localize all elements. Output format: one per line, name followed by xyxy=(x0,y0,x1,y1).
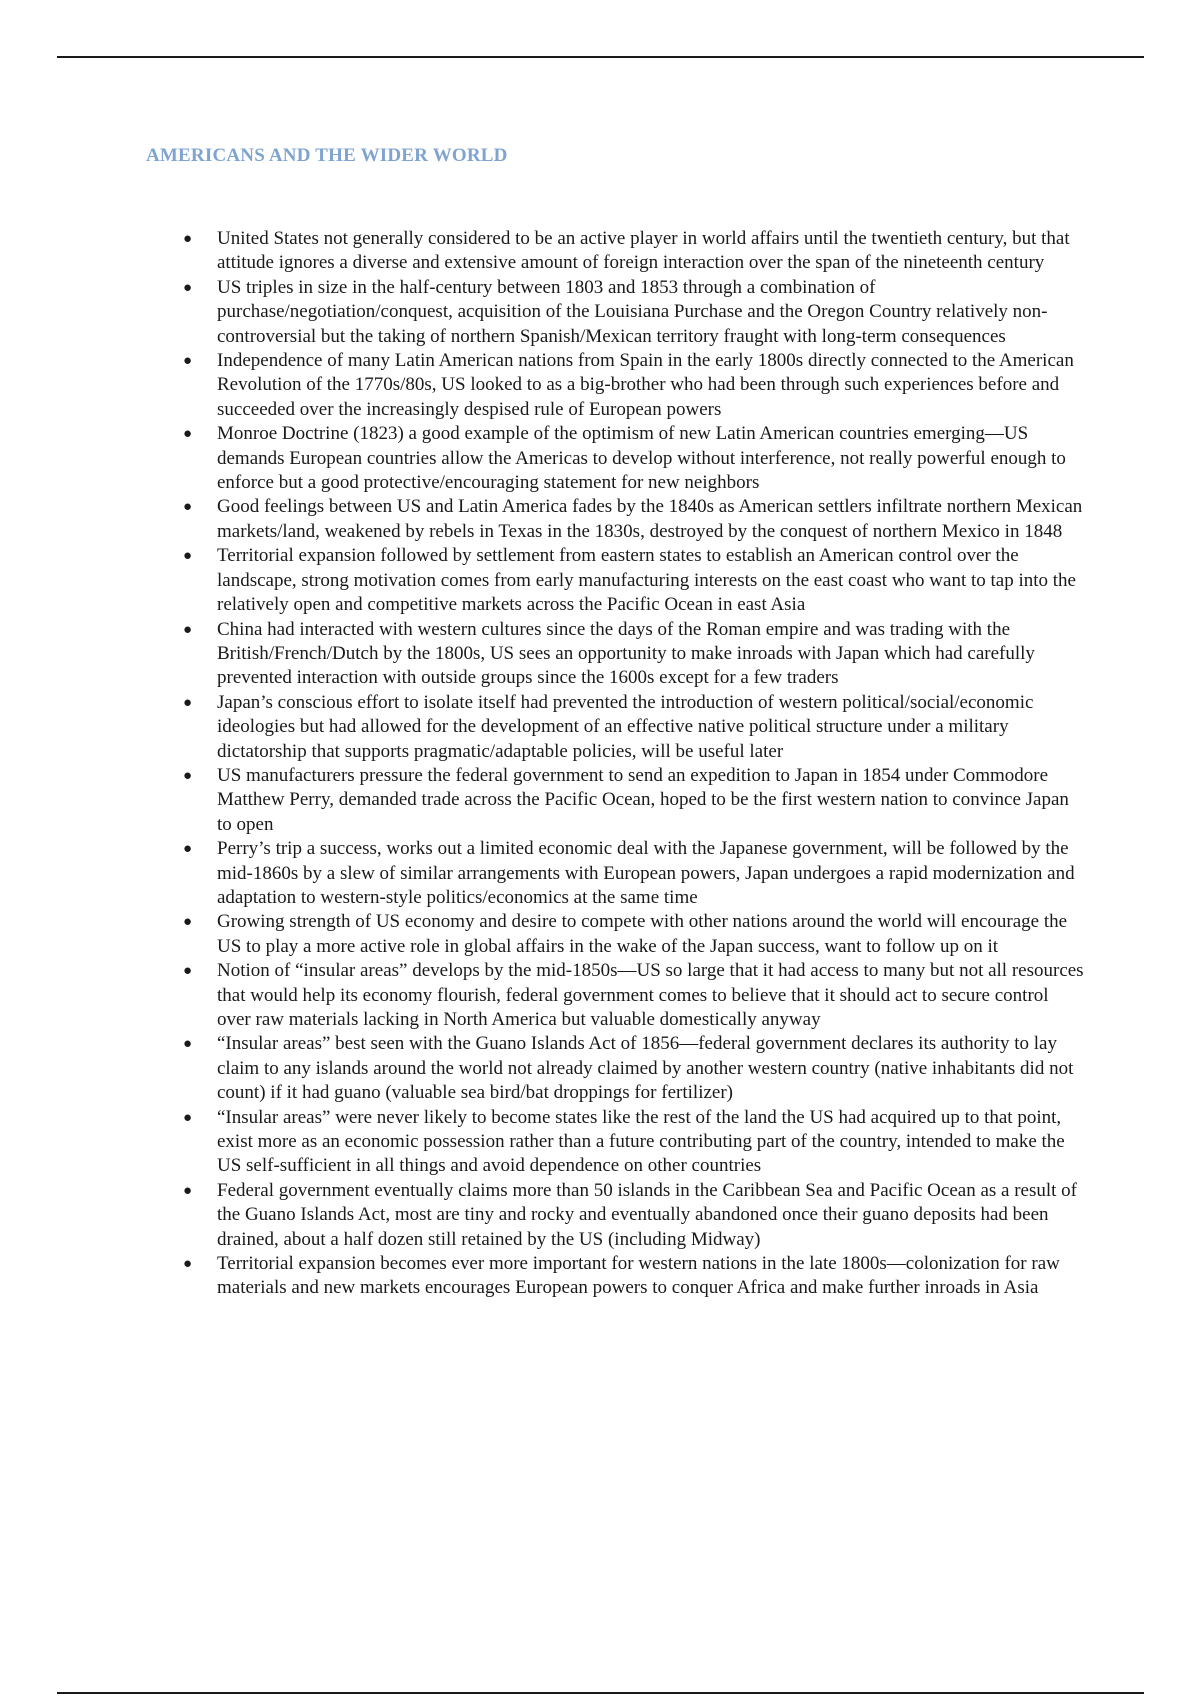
bullet-item xyxy=(0,544,1087,617)
bullet-item xyxy=(0,276,1087,349)
bullet-icon: ● xyxy=(183,279,193,296)
bullet-item xyxy=(0,959,1087,1032)
bullet-item xyxy=(0,691,1087,764)
bullet-item xyxy=(0,422,1087,495)
bullet-item xyxy=(0,1032,1087,1105)
bullet-icon: ● xyxy=(183,914,193,931)
bullet-text: United States not generally considered to be an active player in world affairs until the twentieth century, but that attitude ignores a diverse and extensive amount of foreign interaction over the span of the nineteenth century xyxy=(217,228,1070,274)
bullet-text: Japan’s conscious effort to isolate itself had prevented the introduction of western political/social/economic ideologies but had allowed for the development of an effective native political structure under a military dictatorship that supports pragmatic/adaptable policies, will be useful later xyxy=(217,691,1034,762)
bullet-icon: ● xyxy=(183,694,193,711)
bullet-text: Notion of “insular areas” develops by the mid-1850s—US so large that it had access to many but not all resources that would help its economy flourish, federal government comes to believe that it should act to secure control over raw materials lacking in North America but valuable domestically anyway xyxy=(217,960,1084,1030)
bullet-item xyxy=(0,1106,1087,1179)
bullet-list xyxy=(0,227,1200,1301)
bullet-item xyxy=(0,227,1087,276)
bullet-item xyxy=(0,1252,1087,1301)
document-heading: AMERICANS AND THE WIDER WORLD xyxy=(146,145,508,166)
bullet-text: Territorial expansion followed by settlement from eastern states to establish an American control over the landscape, strong motivation comes from early manufacturing interests on the east coast who want to tap into the relatively open and competitive markets across the Pacific Ocean in east Asia xyxy=(217,545,1076,616)
top-rule xyxy=(57,56,1144,58)
bullet-text: Growing strength of US economy and desire to compete with other nations around the world will encourage the US to play a more active role in global affairs in the wake of the Japan success, want to follow up on it xyxy=(217,911,1068,957)
bullet-text: Territorial expansion becomes ever more important for western nations in the late 1800s—colonization for raw materials and new markets encourages European powers to conquer Africa and make further inroads in Asia xyxy=(217,1253,1060,1299)
bullet-item xyxy=(0,1179,1087,1252)
bullet-icon: ● xyxy=(183,1109,193,1126)
bullet-icon: ● xyxy=(183,1256,193,1273)
bullet-icon: ● xyxy=(183,426,193,443)
bullet-item xyxy=(0,495,1087,544)
bullet-text: “Insular areas” were never likely to become states like the rest of the land the US had acquired up to that point, exist more as an economic possession rather than a future contributing part of the country, intended to make the US self-sufficient in all things and avoid dependence on other countries xyxy=(217,1106,1065,1177)
bullet-icon: ● xyxy=(183,499,193,516)
bullet-item xyxy=(0,910,1087,959)
bullet-text: Independence of many Latin American nations from Spain in the early 1800s directly connected to the American Revolution of the 1770s/80s, US looked to as a big-brother who had been through such experiences before and succeeded over the increasingly despised rule of European powers xyxy=(217,350,1074,420)
bullet-icon: ● xyxy=(183,1036,193,1053)
bullet-icon: ● xyxy=(183,231,193,247)
bullet-icon: ● xyxy=(183,353,193,370)
bullet-icon: ● xyxy=(183,963,193,980)
bullet-icon: ● xyxy=(183,767,193,784)
bullet-icon: ● xyxy=(183,841,193,858)
bullet-icon: ● xyxy=(183,621,193,638)
bullet-text: US manufacturers pressure the federal government to send an expedition to Japan in 1854 under Commodore Matthew Perry, demanded trade across the Pacific Ocean, hoped to be the first western nation to convince Japan to open xyxy=(217,764,1069,835)
bullet-icon: ● xyxy=(183,548,193,565)
bullet-item xyxy=(0,764,1087,837)
bullet-item xyxy=(0,837,1087,910)
bullet-icon: ● xyxy=(183,1182,193,1199)
bullet-text: US triples in size in the half-century between 1803 and 1853 through a combination of purchase/negotiation/conquest, acquisition of the Louisiana Purchase and the Oregon Country relatively non-controversial but the taking of northern Spanish/Mexican territory fraught with long-term consequences xyxy=(217,276,1048,347)
bullet-text: “Insular areas” best seen with the Guano Islands Act of 1856—federal government declares its authority to lay claim to any islands around the world not already claimed by another western country (native inhabitants did not count) if it had guano (valuable sea bird/bat droppings for fertilizer) xyxy=(217,1033,1074,1104)
bullet-text: China had interacted with western cultures since the days of the Roman empire and was trading with the British/French/Dutch by the 1800s, US sees an opportunity to make inroads with Japan which had carefully prevented interaction with outside groups since the 1600s except for a few traders xyxy=(217,618,1035,689)
bullet-item xyxy=(0,349,1087,422)
bullet-text: Perry’s trip a success, works out a limited economic deal with the Japanese government, will be followed by the mid-1860s by a slew of similar arrangements with European powers, Japan undergoes a rapid modernization and adaptation to western-style politics/economics at the same time xyxy=(217,838,1075,908)
bullet-item xyxy=(0,618,1087,691)
bullet-text: Federal government eventually claims more than 50 islands in the Caribbean Sea and Pacific Ocean as a result of the Guano Islands Act, most are tiny and rocky and eventually abandoned once their guano deposits had been drained, about a half dozen still retained by the US (including Midway) xyxy=(217,1179,1077,1250)
bottom-rule xyxy=(57,1692,1144,1694)
bullet-text: Monroe Doctrine (1823) a good example of the optimism of new Latin American countries emerging—US demands European countries allow the Americas to develop without interference, not really powerful enough to enforce but a good protective/encouraging statement for new neighbors xyxy=(217,423,1066,494)
bullet-text: Good feelings between US and Latin America fades by the 1840s as American settlers infiltrate northern Mexican markets/land, weakened by rebels in Texas in the 1830s, destroyed by the conquest of northern Mexico in 1848 xyxy=(217,496,1083,542)
